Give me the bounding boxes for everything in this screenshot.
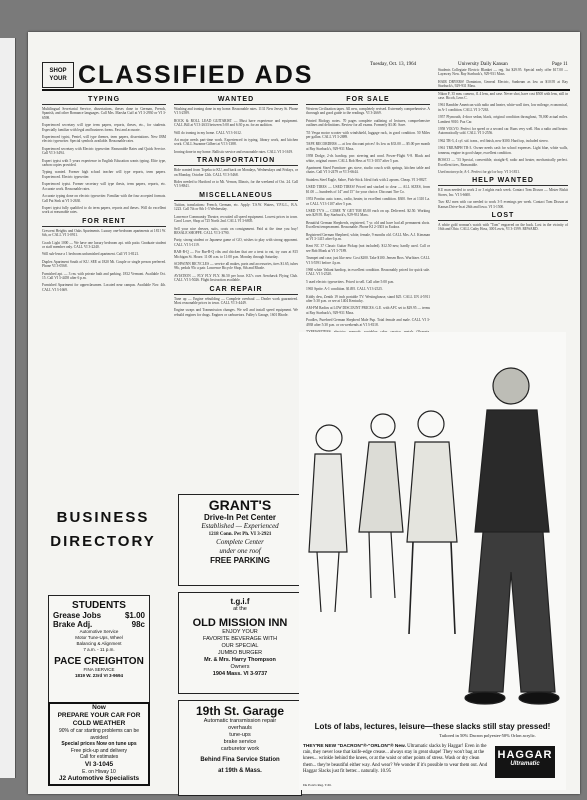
ad-line: Complete Center (216, 538, 264, 546)
ad-line: OUR SPECIAL (221, 643, 259, 649)
classified-ad: 1962 TR-3, 4 cyl. std. trans., red finish, new $300. Hard top, included stereo. (438, 138, 549, 143)
ad-body: Ultramatic slacks by Haggar! Even in the rain, they never lose that knife-edge crease... always stay in great shape! They won't bag at the knees... wrinkle behind the knees, or at the waist or other points of stress. Wash or dry clean them... they're beautiful either way. And wear? We wonder if it's possible to wear them out. And Haggar Slacks just fit better... naturally. 10.95 (303, 744, 488, 774)
section-heading-lost: LOST (438, 212, 568, 221)
classified-ad: 1957 Plymouth, 4-door sedan, black, original condition throughout, 78,000 actual miles. Lambert 9010. Pax Car. (438, 115, 568, 124)
figure-shoe (519, 692, 559, 704)
help-wanted-ads (438, 188, 568, 209)
for-sale-right-ads (438, 68, 568, 174)
ad-line: carburetor work (220, 746, 260, 752)
section-heading-help-wanted: HELP WANTED (438, 177, 568, 186)
shop-your-label: SHOP YOUR (42, 62, 74, 88)
figure-slacks (469, 532, 555, 692)
service-line: Motor Tune-Ups, Wheel (75, 635, 123, 640)
business-directory-line-1: BUSINESS (56, 509, 150, 526)
classified-ad: TAPE RECORDERS — at low discount prices! As low as $33.00 — $5.00 per month at Bay Starbuck's, 929-931 Mass. (306, 142, 430, 151)
section-heading-for-rent: FOR RENT (42, 218, 166, 227)
ad-line: PREPARE YOUR CAR FOR (57, 712, 141, 719)
classified-ad: Duplex Apartment South of KU. SEE at 1820 Mt. Couple or single person preferred. Phone VI 3-0568. (42, 259, 166, 269)
logo-sub: Ultramatic (510, 761, 540, 767)
classified-ad: Tuition, translations: French, German, etc. Apply: T.S.W. Waters, Y.P.G.L., B.A. 1223. Call 7th or 8th 1-3 Wednesday. (174, 202, 298, 212)
for-sale-ads (306, 107, 430, 343)
figure-skirt (359, 442, 403, 532)
ad-line: tune-ups (229, 732, 251, 738)
ad-slogan: Lots of labs, lectures, leisure—these slacks still stay pressed! (314, 722, 551, 731)
service-line: Automotive Service (79, 629, 119, 634)
ad-title: 19th St. Garage (195, 704, 285, 718)
ad-address: 1819 W. 23rd VI 3-9694 (74, 673, 124, 678)
figure-coat (309, 454, 347, 552)
ad-line: FREE PARKING (210, 556, 270, 565)
classified-ad: BOSCO — '53 Special, convertible, straight-8, radio and heater, mechanically perfect. Excellent tires, Reasonable. (438, 158, 568, 167)
classified-ad: Experienced typist. Former secretary will type thesis, term papers, reports, etc. Accurate work. Reasonable rates. (42, 182, 166, 191)
classified-ad: 5 used electric typewriters. Priced to sell. Call after 5:00 p.m. (306, 279, 395, 284)
haggar-slacks-ad (299, 332, 566, 790)
classified-ad: Will sub-lease a 1 bedroom unfurnished apartment. Call VI 3-8121. (42, 252, 140, 257)
ad-line: Now (92, 704, 106, 711)
ad-line: COLD WEATHER (72, 720, 126, 727)
service-line: Balancing & Alignment (76, 641, 122, 646)
classified-ad: Expert typist with 5 years experience in English Education wants typing. Elite type, carbon copies provided. (42, 158, 166, 168)
classified-ad: Western Civilization tapes. All new, completely revised. Extremely comprehensive. A thorough and good guide to the readings. VI 3-2669. (306, 107, 430, 116)
classified-ad: Students Collegiate Electric Blanket — reg. list $29.95. Special early offer $17.00 — Layaway Now. Ray Starbuck's, 929-931 Mass. (438, 68, 568, 77)
ad-address: at 19th & Mass. (218, 768, 262, 774)
ad-subtitle: Drive-In Pet Center (203, 513, 277, 522)
price-line-grease (49, 611, 149, 620)
figure-shoe (465, 692, 505, 704)
figure-head (371, 414, 395, 438)
figure-legs (409, 542, 455, 634)
classified-ad: Ironing done in my home. Ballistic service and reasonable rates. CALL VI 3-1619. (174, 149, 294, 154)
classified-ad: Crescent Heights and Oaks Apartments. Luxury one-bedroom apartments at 1811 W. 6th, or CALL VI 3-0911. (42, 228, 166, 238)
classified-ad: Expert typist fully qualified to do term papers, reports and theses. Will do excellent work at reasonable rates. (42, 205, 166, 215)
19th-st-garage-ad (178, 700, 302, 796)
ad-shop-name: J2 Automotive Specialists (58, 775, 140, 782)
classified-ad: 1958 VOLVO. Perfect for speed or a second car. Runs very well. Has a radio and heater. Automatically sold. CALL VI 3-2556. (438, 127, 568, 136)
price-value: $1.00 (124, 611, 145, 620)
page-number: Page 11 (552, 62, 568, 67)
classified-ad: AM-FM Radios at LOW DISCOUNT PRICES. G.E. with AFC set to $29.95 — terms at Ray Starbuck's, 929-931 Mass. (306, 306, 430, 315)
haggar-logo (495, 746, 555, 778)
ad-title: OLD MISSION INN (192, 617, 288, 629)
fashion-illustration (299, 342, 566, 718)
classified-ad: Sell your nice dresses, suits, coats on consignment. Paid at the time you buy! RESALE SHOPPE. CALL VI 3-3790. (174, 226, 298, 235)
ad-hosts: Mr. & Mrs. Harry Thompson (204, 657, 276, 663)
classified-ad: Kiddy dew, Zenith 19 inch portable TV. Westinghouse, stand $25. CALL UN 4-5911 after 5:30 p.m. or see at 1404 Kentucky. (306, 294, 430, 303)
classified-ad: KU man needed to work 2 or 3 nights each week. Contact Tom Dixson — Mister Biskit Stores, Inc. VI 3-6600. (438, 188, 568, 197)
classified-ad: USED TIRES — USED TIRES! Priced and stacked to clear — ALL SIZES, from $1.00 — hundreds of 14" and 15" for your choice. Discount Tire Co. (306, 185, 430, 194)
classified-ad: Experienced secretary with Electric typewriter. Reasonable Rates and Quick Service. Call VI 3-3494. (42, 146, 166, 156)
ad-line: FAVORITE BEVERAGE WITH (202, 636, 278, 642)
classified-ad: Washing and ironing done in my home. Reasonable rates. 1131 New Jersey St. Phone VI 3-2589. (174, 107, 298, 116)
ad-address: 1218 Conn. Pet Ph. VI 3-2921 (208, 532, 272, 537)
classified-ad: Typing wanted. Former high school teacher will type reports, term papers. Experienced. Electric typewriter. (42, 170, 166, 179)
classified-ad: Furnished Apartment for upperclassmen. Located near campus. Available Nov. 4th. CALL VI 3-1669. (42, 283, 166, 292)
classified-ad: Furnished apt. — 3 rm. with private bath and parking. 1832 Vermont. Available Oct. 15. Call VI 3-4458 after 6 p.m. (42, 271, 166, 280)
classified-ad: Two KU men with car needed to work 3-5 evenings per week. Contact Tom Dixson at Kansas Drive-In at 26th and Iowa. VI 3-1500. (438, 200, 568, 209)
typing-ads (42, 107, 166, 215)
figure-head (316, 425, 342, 451)
classified-ad: 1961 Rambler American with radio and heater, white-wall tires, low mileage, economical, in A-1 condition. CALL VI 3-7263. (438, 103, 568, 112)
column-wanted-misc (174, 96, 298, 320)
ad-title: GRANT'S (208, 497, 272, 513)
old-mission-inn-ad (178, 592, 302, 694)
classified-ad: Apartment Sized Furniture: gas stove, studio couch with springs, kitchen table and chairs. Call VI 3-2479 or VI 3-6644. (306, 166, 430, 175)
ad-brand: PACE CREIGHTON (54, 656, 144, 667)
lost-ads (438, 223, 568, 232)
ad-address: E. on Hiway 10 (82, 768, 116, 775)
page-title: CLASSIFIED ADS (78, 61, 314, 89)
ad-brand-sub: FINA SERVICE (83, 667, 115, 672)
column-typing-rent (42, 96, 166, 295)
grants-pet-center-ad (178, 494, 302, 586)
classified-ad: Party, strong student or Japanese game of GO, wishes to play with strong opponent. CALL VI 3-1119. (174, 238, 298, 247)
classified-ad: 1953 Pontiac auto. trans., radio, heater, in excellent condition. $300. See at 1310 La. or CALL VI 3-1107 after 5 p.m. (306, 197, 430, 206)
classified-ad: Engine swaps and Transmission changes. We sell and install speed equipment. We rebuild engines for drags. Engines or carburetors. Falley's Garage, 1601 Rhode. (174, 308, 298, 317)
ad-line: ENJOY YOUR (222, 629, 258, 635)
classified-ad: Registered German Shepherd, white, female, 9 months old. CALL Mrs. A.J. Kinsman at VI 3-1415 after 6 p.m. (306, 232, 430, 241)
classified-ad: Accurate typing done on electric typewriter. Familiar with the four accepted formats. Call Pat Sink at VI 3-2630. (42, 194, 166, 203)
classified-ad: Tune up — Engine rebuilding — Complete overhaul — Dealer work guaranteed. Most reasonable prices in town. CALL VI 3-4449. (174, 296, 298, 305)
pace-creighton-ad (48, 595, 150, 703)
logo-brand: HAGGAR (497, 749, 553, 761)
classified-ad: Experienced typist, Pentel, will type themes, term papers, dissertations. New IBM electric typewriter. Special symbols available. Reasonable rates. (42, 135, 166, 144)
classified-ad: A white gold woman's watch with "Tom" engraved on the back. Lost in the vicinity of 16th and Ohio. CALL Cathy Hoss, 300 Lewis, VI 3-1599. REWARD. (438, 222, 568, 232)
business-directory-line-2: DIRECTORY (50, 533, 156, 550)
ad-line: overhauls (228, 725, 252, 731)
classified-ad: Art major needs part-time work. Experienced in typing, library work, and kitchen work. CALL Suzanne Gilbert at VI 3-1388. (174, 138, 298, 147)
price-value: 98c (131, 620, 145, 629)
section-heading-car-repair: CAR REPAIR (174, 286, 298, 295)
ad-line: at the (233, 606, 247, 612)
ad-line: 90% of car starting problems can be avoided (58, 728, 140, 741)
classified-ad: Will do ironing in my home. CALL VI 3-1612. (174, 130, 242, 135)
figure-legs (317, 552, 339, 612)
classified-ad: Poodles, Purebred German Shepherd Male Pup. Total female and male. CALL VI 3-4938 after 5:30 p.m. or on weekends at VI 3-8118. (306, 318, 430, 327)
ad-phone: VI 3-1045 (84, 760, 114, 768)
classified-ad: 1961 TRIUMPH TR-3. Owner needs cash for school expenses. Light blue, white walls, tonneau, engine in good shape, excellent condition. (438, 146, 568, 155)
price-label: Brake Adj. (53, 620, 93, 629)
ad-line: t.g.i.f (230, 597, 250, 606)
service-hours: 7 a.m. - 11 p.m. (83, 647, 115, 652)
classified-ad: AVIATION — FLY FLY FLY. $6.50 per hour. KU's own Aerohawk Flying Club. CALL VI 3-5026. Flight Instruction available. (174, 273, 298, 283)
classified-ad: Lawrence Community Theatre, recruited all speed equipment. Lowest prices in town. Carol Lowe, Shop at 725 North 2nd. CALL VI 3-6805. (174, 214, 298, 224)
figure-legs (369, 532, 395, 598)
ad-lead: THEY'RE NEW "DACRON"®-"ORLON"® New. (303, 744, 406, 749)
ad-line: Established — Experienced (201, 522, 279, 530)
ad-line: brake service (223, 739, 257, 745)
ad-body-copy (303, 744, 491, 775)
classified-ad: Printed Biology notes. 70 pages complete outlining of lectures, comprehensive outlines and definitions. Review for all exams. Formerly $3.00. Save. (306, 118, 430, 128)
classified-ad: Used motorcycle, A-1. Perfect for girl or boy. VI 3-1811. (438, 169, 520, 174)
column-for-sale (306, 96, 430, 330)
figure-jacket (475, 410, 549, 532)
ad-line: Owners (230, 664, 250, 670)
section-heading-transportation: TRANSPORTATION (174, 157, 298, 166)
classified-ad: Trumpet and case, just like new. Cost $200. Take $100. Jensen Bros. Wurlitzer. CALL VI 3-5591 before 4 p.m. (306, 256, 430, 265)
classified-ad: HAIR DRYERS! Dominion, General Electric, Sunbeam as low as $10.95 at Ray Starbuck's, 929-931 Mass. (438, 79, 568, 89)
ad-line: Call for estimates (79, 754, 119, 760)
classified-ad: 1958 Dodge, 2-dr. hardtop, pwr. steering and cond. Power-Flight V-8. Black and white, original owner. CALL Bob Hess at VI 3-1057 after 5 p.m. (306, 154, 430, 163)
classified-ad: Beautiful German Shepherds, registered, 7 yr. old and have had all permanent shots. Excellent temperament. Reasonable. Phone KI 2-3303 in Eudora. (306, 220, 430, 230)
section-heading-typing: TYPING (42, 96, 166, 105)
section-heading-for-sale: FOR SALE (306, 96, 430, 105)
classified-ad: Kent NC 37 Classic Guitar Pickup (not included). $12.50 new, hardly used. Call or see Bob Monk at VI 3-7189. (306, 244, 430, 253)
classified-ad: 1965 Sprite. A-1 condition. $1495. CALL VI 3-2525. (306, 287, 383, 292)
classified-ad: ROCK & ROLL LEAD GUITARIST — Must have experience and equipment. CALL Bill at VI 3-2633 between 5:00 and 6:30 p.m. for an audition. (174, 118, 298, 128)
classified-ad: BAR-B-Q — For Bar-B-Q ribs and chicken that are a treat to eat, try ours at 815 Michigan St. Hours: 11:00 a.m. to 11:00 p.m. Monday through Saturday. (174, 250, 298, 259)
classified-ad: Experienced secretary will type term papers, reports, theses, etc., for students. Especially familiar with legal and business forms. Fast and accurate. (42, 123, 166, 132)
figure-head (493, 368, 529, 404)
classified-ad: '55 Vespa motor scooter with windshield, luggage rack, in good condition. 50 Miles per gallon. CALL VI 3-2889. (306, 130, 430, 140)
classified-ad: USED TV'S — COME 'N' GET 'EM $5.00 each on up. Delivered. $2.50. Working sets $29.95. Ray Starbuck's, 929-931 Mass. (306, 208, 430, 218)
for-rent-ads (42, 229, 166, 292)
business-directory-banner (42, 506, 164, 592)
section-heading-miscellaneous: MISCELLANEOUS (174, 192, 298, 201)
ad-line: Free pick-up and delivery (70, 747, 128, 754)
newspaper-name: University Daily Kansan (458, 62, 508, 67)
ad-line: under one roof (219, 547, 261, 555)
car-repair-ads (174, 297, 298, 318)
dateline: Tuesday, Oct. 13, 1964 (370, 62, 417, 67)
newspaper-page (28, 32, 580, 794)
figure-sweater (407, 442, 457, 542)
classified-ad: Multilingual Secretarial Service, dissertations, theses done in German, French, Spanish, and other Romance languages. Call Mrs. Marsha Cuff at VI 3-2930 or VI 3-6598. (42, 107, 166, 120)
ad-address: 1904 Mass. VI 3-9737 (212, 671, 268, 677)
ad-headline: STUDENTS (72, 600, 126, 611)
price-line-brake (49, 620, 149, 629)
ad-fabric-note: Tailored in 50% Dacron polyester-50% Orlon acrylic. (439, 733, 536, 738)
classified-ad: Rides needed to Hartford or to Mt. Vernon, Illinois, for the weekend of Oct. 24. Call VI 3-8841. (174, 180, 298, 189)
price-label: Grease Jobs (53, 611, 102, 620)
transportation-ads (174, 168, 298, 189)
column-for-sale-right (438, 68, 568, 330)
classified-ad: SCHWINN BICYCLES — service all makes, parts and accessories, tires $1.65, tubes 98c, pedals 95c a pair. Lawrence Bicycle Shop, 8th and Rhode. (174, 261, 298, 271)
section-heading-wanted: WANTED (174, 96, 298, 105)
ad-line: Special prices Now on tune ups (61, 741, 137, 747)
classified-ad: Stainless Steel Eagle, Sabre, Fish-Stick. Ideal fork with 2 aprons. Cheap. VI 3-8827. (306, 177, 428, 182)
ad-line: JUMBO BURGER (217, 650, 263, 656)
ad-line: Behind Fina Service Station (200, 757, 280, 763)
ad-fine-print: Du Pont's Reg. T.M. (303, 783, 332, 787)
j2-automotive-ad (48, 702, 150, 786)
classified-ad: Ride wanted from Topeka to KU, and back on Mondays, Wednesdays and Fridays, or on Monday, October 12th. CALL VI 3-5468. (174, 168, 298, 177)
figure-head (418, 411, 444, 437)
classified-ad: Coach Light 1000 — We have one luxury bedroom apt. with patio. Graduate student or staff member only. CALL VI 3-2240. (42, 240, 166, 249)
classified-ad: 1960 white Valiant hardtop, in excellent condition. Reasonably priced for quick sale. CALL VI 3-2520. (306, 267, 430, 277)
ad-line: Automatic transmission repair (203, 718, 277, 724)
classified-ad: Nikon F, 35 mm. camera, f1.4 lens, and case. Never shot, have cost $500 with lens, still in case. Ricoh, Lens C. (438, 91, 568, 101)
wanted-ads (174, 107, 298, 154)
miscellaneous-ads (174, 203, 298, 283)
adjacent-page-edge (0, 38, 16, 778)
